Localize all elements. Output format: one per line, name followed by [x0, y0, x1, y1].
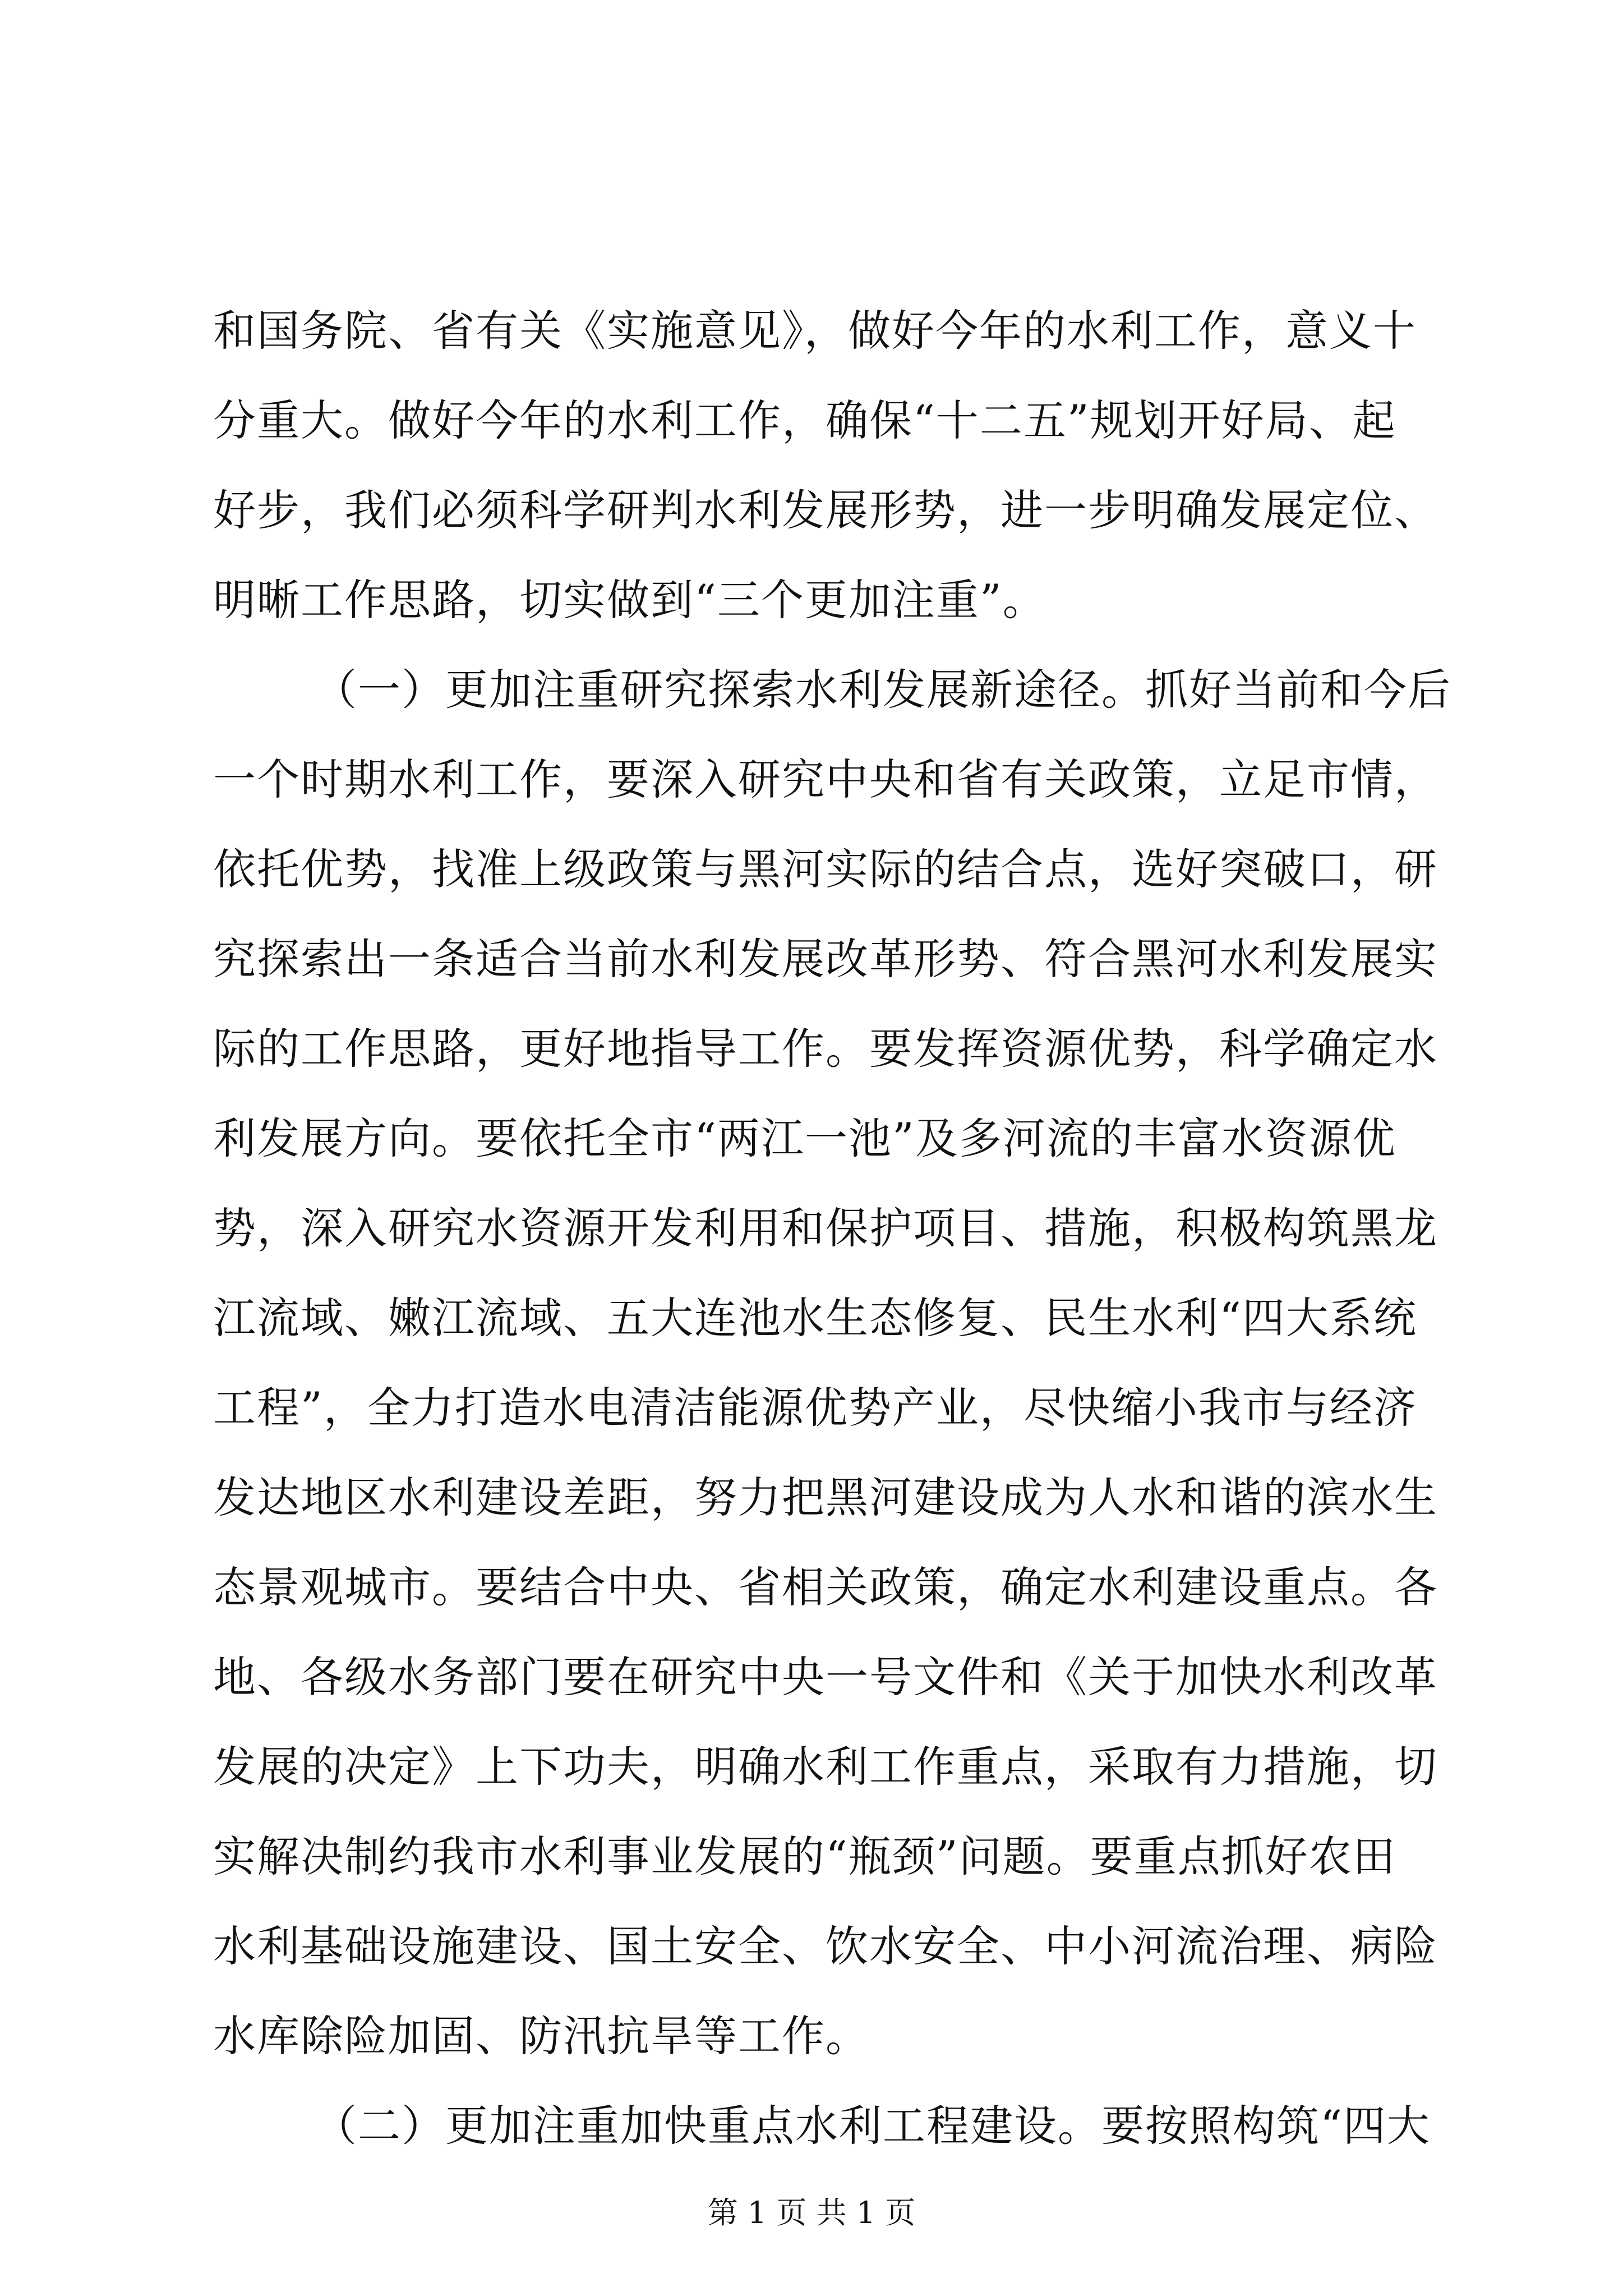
text-line-19: 水利基础设施建设、国土安全、饮水安全、中小河流治理、病险 [213, 1921, 1438, 1971]
text-line-15: 态景观城市。要结合中央、省相关政策，确定水利建设重点。各 [213, 1562, 1438, 1612]
text-line-12: 江流域、嫩江流域、五大连池水生态修复、民生水利“四大系统 [213, 1293, 1417, 1343]
text-line-4: 明晰工作思路，切实做到“三个更加注重”。 [213, 575, 1046, 625]
text-line-11: 势，深入研究水资源开发利用和保护项目、措施，积极构筑黑龙 [213, 1203, 1438, 1253]
text-line-20: 水库除险加固、防汛抗旱等工作。 [213, 2011, 869, 2061]
text-line-17: 发展的决定》上下功夫，明确水利工作重点，采取有力措施，切 [213, 1742, 1438, 1792]
text-line-1: 和国务院、省有关《实施意见》，做好今年的水利工作，意义十 [213, 306, 1417, 356]
text-line-8: 究探索出一条适合当前水利发展改革形势、符合黑河水利发展实 [213, 934, 1438, 984]
page-footer: 第 1 页 共 1 页 [707, 2195, 916, 2230]
text-line-3: 好步，我们必须科学研判水利发展形势，进一步明确发展定位、 [213, 485, 1438, 535]
paragraph-1-first-line: （一）更加注重研究探索水利发展新途径。抓好当前和今后 [314, 665, 1451, 715]
text-line-10: 利发展方向。要依托全市“两江一池”及多河流的丰富水资源优 [213, 1114, 1396, 1163]
text-line-2: 分重大。做好今年的水利工作，确保“十二五”规划开好局、起 [213, 395, 1396, 445]
text-line-7: 依托优势，找准上级政策与黑河实际的结合点，选好突破口，研 [213, 844, 1438, 894]
text-line-18: 实解决制约我市水利事业发展的“瓶颈”问题。要重点抓好农田 [213, 1832, 1396, 1881]
text-line-6: 一个时期水利工作，要深入研究中央和省有关政策，立足市情， [213, 754, 1438, 804]
text-line-16: 地、各级水务部门要在研究中央一号文件和《关于加快水利改革 [213, 1652, 1438, 1702]
text-line-9: 际的工作思路，更好地指导工作。要发挥资源优势，科学确定水 [213, 1024, 1438, 1074]
paragraph-2-first-line: （二）更加注重加快重点水利工程建设。要按照构筑“四大 [314, 2101, 1431, 2151]
text-line-14: 发达地区水利建设差距，努力把黑河建设成为人水和谐的滨水生 [213, 1473, 1438, 1522]
text-line-13: 工程”，全力打造水电清洁能源优势产业，尽快缩小我市与经济 [213, 1383, 1417, 1433]
